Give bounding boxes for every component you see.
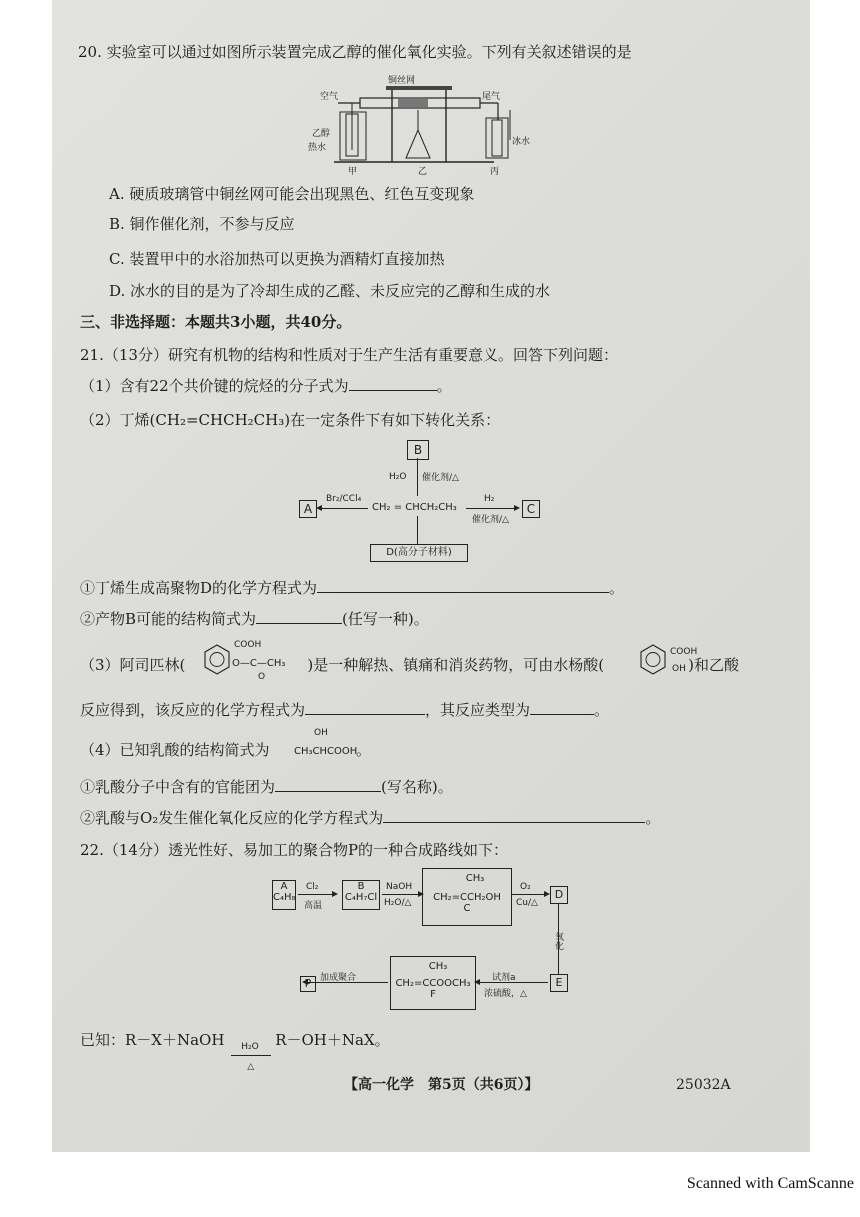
route-o2: O₂ [520,882,531,892]
scheme-center-formula: CH₂ = CHCH₂CH₃ [372,502,457,513]
scheme-arrow-to-a [318,508,368,509]
q21-part4-stem: （4）已知乳酸的结构简式为 [80,741,270,759]
route-box-b [342,880,380,910]
camscanner-watermark: Scanned with CamScanne [686,1175,854,1192]
route-reagent-a: 试剂a [492,973,516,983]
q21-part3-text-b: )是一种解热、镇痛和消炎药物，可由水杨酸( [307,656,605,674]
route-oxidation: 氧化 [553,932,563,950]
answer-blank [383,808,645,823]
route-h2o: H₂O/△ [384,898,412,908]
scheme-box-b: B [407,440,429,460]
known-cond-bottom: △ [247,1062,255,1072]
route-naoh: NaOH [386,882,413,892]
route-cu: Cu/△ [516,898,538,908]
aspirin-benzene-ring [202,643,232,677]
route-f-formula: CH₂=CCOOCH₃ [395,978,471,989]
route-a-formula: C₄H₈ [273,892,296,903]
q21-part2-2-end: (任写一种)。 [342,610,429,628]
q21-part2-2-text: ②产物B可能的结构简式为 [80,610,257,628]
q21-part1-end: 。 [436,377,452,395]
label-ice-water: 冰水 [512,137,531,147]
known-arrow-line [231,1055,271,1056]
q21-part1-text: （1）含有22个共价键的烷烃的分子式为 [80,377,349,395]
q21-part4-2-text: ②乳酸与O₂发生催化氧化反应的化学方程式为 [80,809,384,827]
q21-part3-text-d: 反应得到，该反应的化学方程式为 [80,701,306,719]
aspirin-carbonyl-o: O [258,672,266,682]
q21-part2-2 [80,609,429,629]
aspirin-cooh: COOH [234,640,262,650]
route-box-a [272,880,296,910]
q20-option-a: A. 硬质玻璃管中铜丝网可能会出现黑色、红色互变现象 [109,185,475,203]
known-reaction [80,1030,390,1072]
q21-part3-text-a: （3）阿司匹林( [80,656,186,674]
route-c-label: C [463,903,471,914]
label-hot-water: 热水 [308,143,327,153]
salicylic-oh: OH [672,664,686,674]
q21-part4-2 [80,808,660,828]
q21-stem: 21.（13分）研究有机物的结构和性质对于生产生活有重要意义。回答下列问题： [80,346,618,364]
q21-part2-1-end: 。 [609,579,625,597]
salicylic-cooh: COOH [670,647,698,657]
route-cl2: Cl₂ [306,882,319,892]
route-box-e: E [550,974,568,992]
route-conc-acid: 浓硫酸，△ [484,989,527,999]
scheme-arrow-down [417,516,418,544]
route-box-d: D [550,886,568,904]
scheme-box-a: A [299,500,317,518]
q22-stem: 22.（14分）透光性好、易加工的聚合物P的一种合成路线如下： [80,841,509,859]
q21-part4-1 [80,777,453,797]
answer-blank [530,700,594,715]
scheme-br2: Br₂/CCl₄ [326,494,362,504]
q20-option-c: C. 装置甲中的水浴加热可以更换为酒精灯直接加热 [109,250,445,268]
q21-part4-1-end: (写名称)。 [381,778,453,796]
scheme-cat1: 催化剂/△ [422,473,459,483]
route-arrow-b-c [382,894,422,895]
route-box-p: P [300,976,316,992]
page-footer: 【高一化学 第5页（共6页）】 [344,1077,539,1093]
route-gaowen: 高温 [304,901,323,911]
route-box-f [390,956,476,1010]
label-air: 空气 [320,92,339,102]
scheme-box-d: D(高分子材料) [370,544,468,562]
known-cond-top: H₂O [241,1042,259,1052]
q21-part2-1 [80,578,624,598]
q20-option-d: D. 冰水的目的是为了冷却生成的乙醛、未反应完的乙醇和生成的水 [109,282,551,300]
q21-part4-1-text: ①乳酸分子中含有的官能团为 [80,778,276,796]
q21-part3-text-e: ，其反应类型为 [425,701,531,719]
answer-blank [305,700,425,715]
q20-option-b: B. 铜作催化剂，不参与反应 [109,215,295,233]
route-b-formula: C₄H₇Cl [344,892,378,903]
q21-part1 [80,376,452,396]
q21-part4-2-end: 。 [645,809,661,827]
route-b-label: B [357,881,365,892]
scheme-box-c: C [522,500,540,518]
aspirin-ester: O—C—CH₃ [232,658,286,669]
exam-code: 25032A [676,1077,731,1093]
label-jia: 甲 [348,167,358,177]
scheme-h2o: H₂O [389,472,407,482]
route-arrow-a-b [298,894,336,895]
answer-blank [317,578,609,593]
q21-part2-1-text: ①丁烯生成高聚物D的化学方程式为 [80,579,318,597]
exam-page [52,0,810,1152]
label-ethanol: 乙醇 [312,129,331,139]
known-reactants: 已知：R－X＋NaOH [80,1031,225,1049]
known-products: R－OH＋NaX。 [275,1031,390,1049]
scheme-arrow-up [417,458,418,496]
q20-stem: 20. 实验室可以通过如图所示装置完成乙醇的催化氧化实验。下列有关叙述错误的是 [78,43,632,61]
q21-part3-text-c: )和乙酸 [688,656,739,674]
label-yi: 乙 [418,167,428,177]
section-3-heading: 三、非选择题：本题共3小题，共40分。 [80,313,352,331]
scheme-arrow-to-c [466,508,518,509]
label-copper-mesh: 铜丝网 [388,76,416,86]
route-box-c [422,868,512,926]
answer-blank [256,609,342,624]
scheme-cat2: 催化剂/△ [472,515,509,525]
answer-blank [349,376,437,391]
route-addition-polymerization: 加成聚合 [320,973,357,983]
route-a-label: A [280,881,288,892]
route-c-ch3: CH₃ [465,873,485,884]
q21-part2-stem: （2）丁烯(CH₂=CHCH₂CH₃)在一定条件下有如下转化关系： [80,411,501,429]
lactic-formula: CH₃CHCOOH [294,746,358,757]
q21-part4-end: 。 [356,741,372,759]
lactic-oh: OH [314,728,328,738]
label-tail-gas: 尾气 [482,92,501,102]
q21-part3-end: 。 [594,701,610,719]
route-c-formula: CH₂=CCH₂OH [433,892,501,903]
route-f-ch3: CH₃ [428,961,448,972]
scheme-h2: H₂ [484,494,495,504]
route-arrow-c-d [512,894,548,895]
q21-part3-line2 [80,700,609,720]
route-f-label: F [430,989,436,1000]
answer-blank [275,777,381,792]
label-bing: 丙 [490,167,500,177]
salicylic-benzene-ring [638,643,668,677]
